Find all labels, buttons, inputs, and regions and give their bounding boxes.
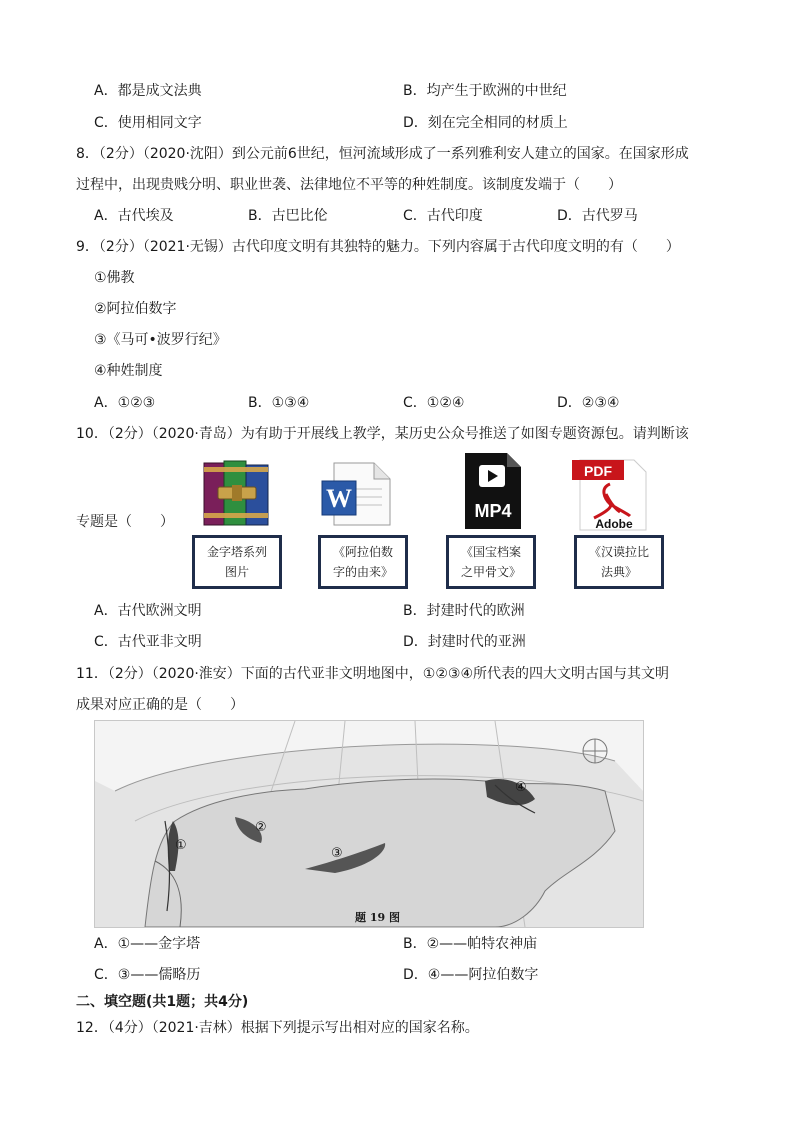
resource-label-2: 《阿拉伯数 字的由来》 [318, 535, 408, 589]
q11-stem-line2: 成果对应正确的是（ ） [76, 697, 244, 713]
q9-item-1: ①佛教 [94, 270, 135, 286]
books-archive-icon [200, 455, 274, 529]
word-document-icon [320, 461, 394, 527]
map-marker-2: ② [255, 820, 267, 835]
resource-label-1: 金字塔系列 图片 [192, 535, 282, 589]
q8-option-d: D．古代罗马 [557, 208, 638, 224]
word-letter: W [326, 484, 352, 513]
q9-option-b: B．①③④ [248, 395, 310, 411]
q8-option-b: B．古巴比伦 [248, 208, 328, 224]
resource-label-4: 《汉谟拉比 法典》 [574, 535, 664, 589]
q11-option-b: B．②——帕特农神庙 [403, 936, 538, 952]
resource-label-3: 《国宝档案 之甲骨文》 [446, 535, 536, 589]
q11-option-c: C．③——儒略历 [94, 967, 201, 983]
q9-item-2: ②阿拉伯数字 [94, 301, 177, 317]
q9-item-3: ③《马可•波罗行纪》 [94, 332, 227, 348]
q9-option-d: D．②③④ [557, 395, 620, 411]
q9-stem: 9．（2分）（2021·无锡）古代印度文明有其独特的魅力。下列内容属于古代印度文明的有（ ） [76, 239, 680, 255]
q12-stem: 12．（4分）（2021·吉林）根据下列提示写出相对应的国家名称。 [76, 1020, 479, 1036]
q7-option-d: D．刻在完全相同的材质上 [403, 115, 568, 131]
pdf-adobe-icon [570, 458, 650, 532]
q9-option-a: A．①②③ [94, 395, 156, 411]
q8-option-a: A．古代埃及 [94, 208, 174, 224]
q11-stem-line1: 11．（2分）（2020·淮安）下面的古代亚非文明地图中，①②③④所代表的四大文明古国与其文明 [76, 666, 670, 682]
q9-item-4: ④种姓制度 [94, 363, 163, 379]
q10-option-b: B．封建时代的欧洲 [403, 603, 525, 619]
q7-option-c: C．使用相同文字 [94, 115, 202, 131]
q10-stem-line2: 专题是（ ） [76, 514, 174, 530]
map-marker-3: ③ [331, 846, 343, 861]
pdf-label: PDF [584, 463, 612, 479]
ancient-civilizations-map [94, 720, 644, 928]
map-marker-1: ① [175, 838, 187, 853]
q9-option-c: C．①②④ [403, 395, 465, 411]
q11-option-d: D．④——阿拉伯数字 [403, 967, 539, 983]
q8-stem-line1: 8．（2分）（2020·沈阳）到公元前6世纪，恒河流域形成了一系列雅利安人建立的国家。在国家形成 [76, 146, 689, 162]
q8-stem-line2: 过程中，出现贵贱分明、职业世袭、法律地位不平等的种姓制度。该制度发端于（ ） [76, 177, 622, 193]
map-marker-4: ④ [515, 780, 527, 795]
q7-option-a: A．都是成文法典 [94, 83, 202, 99]
q10-option-a: A．古代欧洲文明 [94, 603, 202, 619]
q8-option-c: C．古代印度 [403, 208, 483, 224]
q10-option-c: C．古代亚非文明 [94, 634, 202, 650]
adobe-label: Adobe [595, 517, 633, 531]
q7-option-b: B．均产生于欧洲的中世纪 [403, 83, 567, 99]
section-fill-in-title: 二、填空题(共1题；共4分) [76, 994, 249, 1010]
q11-option-a: A．①——金字塔 [94, 936, 201, 952]
mp4-label: MP4 [474, 501, 512, 521]
mp4-file-icon [463, 451, 523, 531]
q10-option-d: D．封建时代的亚洲 [403, 634, 526, 650]
map-caption: 题 19 图 [355, 911, 400, 924]
q10-stem-line1: 10．（2分）（2020·青岛）为有助于开展线上教学，某历史公众号推送了如图专题资源包。请判断该 [76, 426, 689, 442]
